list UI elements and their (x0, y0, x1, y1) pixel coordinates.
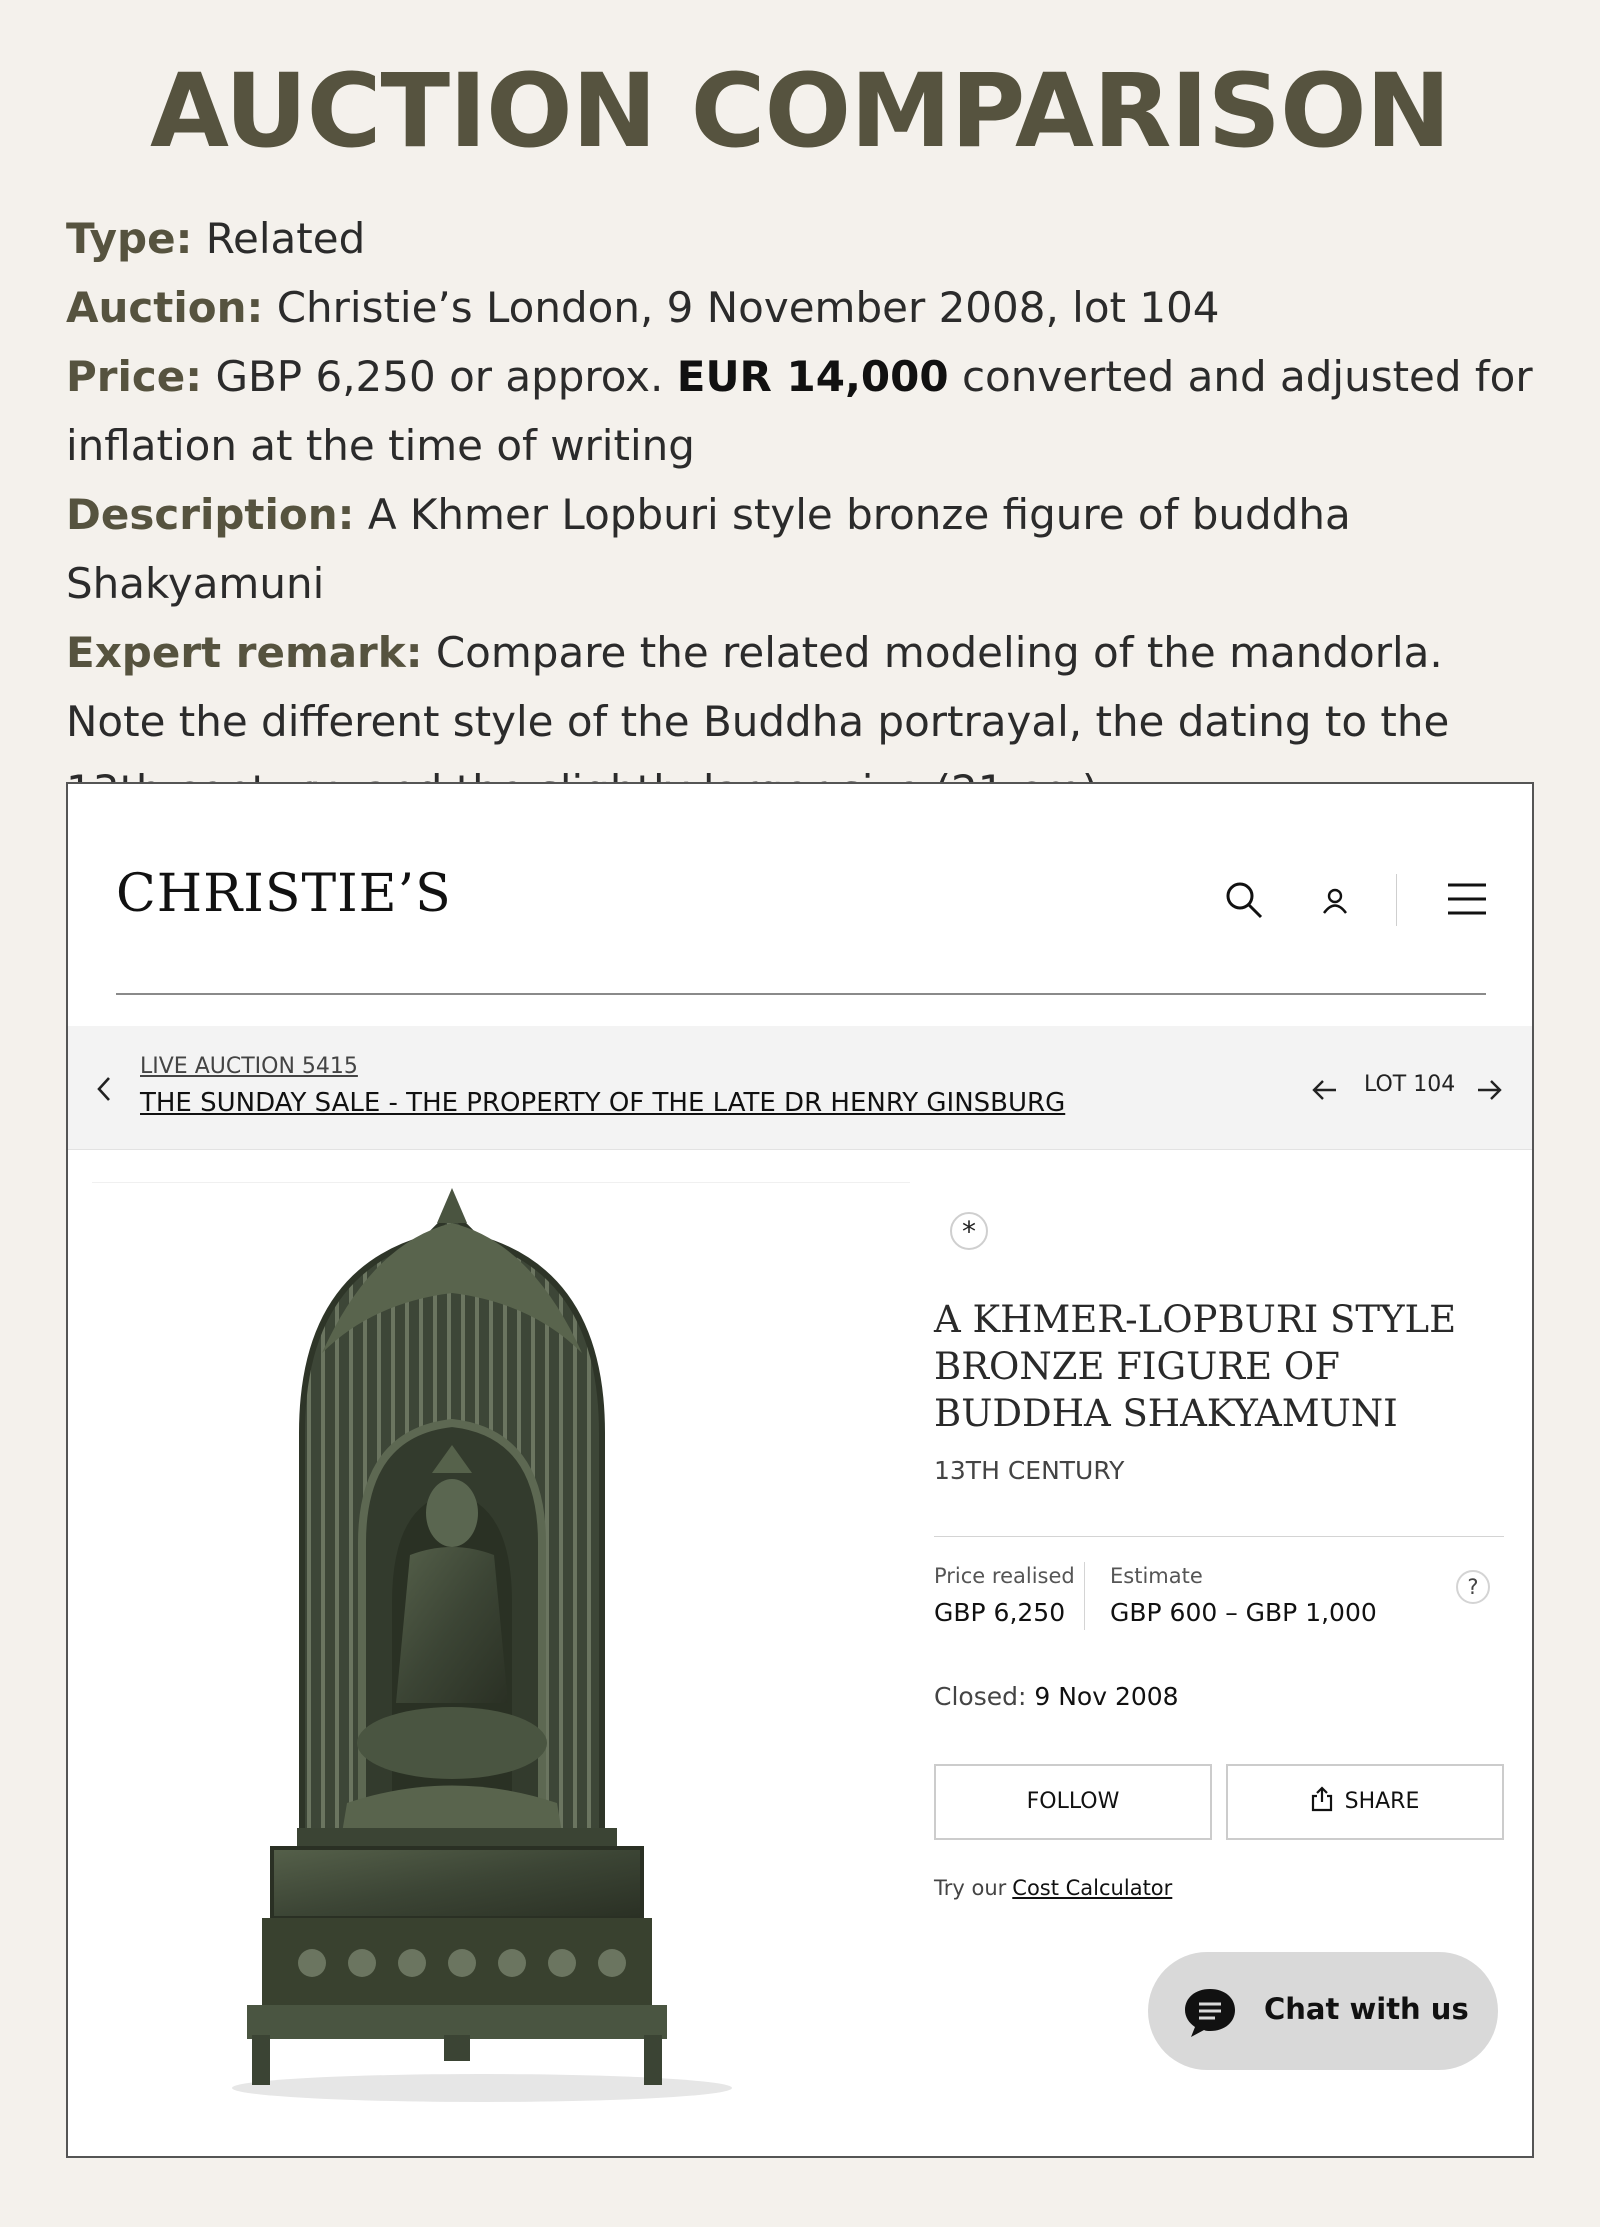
chevron-left-icon[interactable] (94, 1074, 114, 1104)
closed-label: Closed: (934, 1682, 1027, 1711)
price-key: Price: (66, 352, 203, 401)
cost-calculator-link[interactable]: Cost Calculator (1012, 1876, 1173, 1900)
buddha-statue-image (92, 1183, 910, 2113)
asterisk-icon[interactable]: * (950, 1212, 988, 1250)
share-icon (1311, 1786, 1333, 1812)
price-separator (1084, 1562, 1085, 1630)
type-key: Type: (66, 214, 193, 263)
price-post: converted and adjusted for inflation at the time of writing (66, 352, 1533, 470)
live-auction-link[interactable]: LIVE AUCTION 5415 (140, 1054, 358, 1079)
description-value: A Khmer Lopburi style bronze figure of buddha Shakyamuni (66, 490, 1351, 608)
account-icon[interactable] (1320, 886, 1350, 916)
chat-bubble-icon (1182, 1986, 1238, 2040)
lot-subtitle: 13TH CENTURY (934, 1456, 1125, 1485)
closed-value: 9 Nov 2008 (1034, 1682, 1179, 1711)
price-eur: EUR 14,000 (676, 352, 949, 401)
remark-key: Expert remark: (66, 628, 423, 677)
christies-screenshot (66, 782, 1534, 2158)
try-text: Try our (934, 1876, 1007, 1900)
auction-row (66, 273, 1536, 342)
page-title: AUCTION COMPARISON (149, 52, 1451, 171)
search-icon[interactable] (1224, 880, 1264, 920)
comparison-info (66, 204, 1536, 825)
closed-date (934, 1682, 1179, 1711)
remark-value: Compare the related modeling of the mandorla. Note the different style of the Buddha portrayal, the dating to the (66, 628, 1450, 746)
price-realised-label: Price realised (934, 1564, 1075, 1588)
estimate-value: GBP 600 – GBP 1,000 (1110, 1598, 1377, 1627)
chat-label: Chat with us (1264, 1992, 1469, 2026)
auction-value: Christie’s London, 9 November 2008, lot 104 (276, 283, 1220, 332)
lot-title: A KHMER-LOPBURI STYLE BRONZE FIGURE OF BUDDHA SHAKYAMUNI (934, 1298, 1457, 1435)
chat-button[interactable] (1148, 1952, 1498, 2070)
type-row (66, 204, 1536, 273)
help-icon[interactable]: ? (1456, 1570, 1490, 1604)
share-label: SHARE (1344, 1789, 1420, 1814)
christies-logo[interactable]: CHRISTIE’S (116, 864, 452, 924)
description-key: Description: (66, 490, 355, 539)
details-divider (934, 1536, 1504, 1537)
type-value: Related (205, 214, 366, 263)
menu-icon[interactable] (1446, 880, 1488, 918)
auction-key: Auction: (66, 283, 264, 332)
description-row (66, 480, 1536, 618)
price-row (66, 342, 1536, 480)
estimate-label: Estimate (1110, 1564, 1203, 1588)
arrow-right-icon[interactable] (1474, 1078, 1504, 1102)
sale-title-link[interactable]: THE SUNDAY SALE - THE PROPERTY OF THE LATE DR HENRY GINSBURG (140, 1088, 1066, 1118)
auction-subnav (68, 1026, 1534, 1150)
follow-button[interactable]: FOLLOW (934, 1764, 1212, 1840)
lot-number: LOT 104 (1364, 1072, 1456, 1097)
cost-calculator-line (934, 1876, 1172, 1900)
header-divider (116, 993, 1486, 995)
arrow-left-icon[interactable] (1310, 1078, 1340, 1102)
header-separator (1396, 874, 1397, 926)
share-button[interactable] (1226, 1764, 1504, 1840)
price-pre: GBP 6,250 or approx. (215, 352, 664, 401)
lot-image[interactable] (92, 1182, 910, 2112)
price-realised-value: GBP 6,250 (934, 1598, 1066, 1627)
